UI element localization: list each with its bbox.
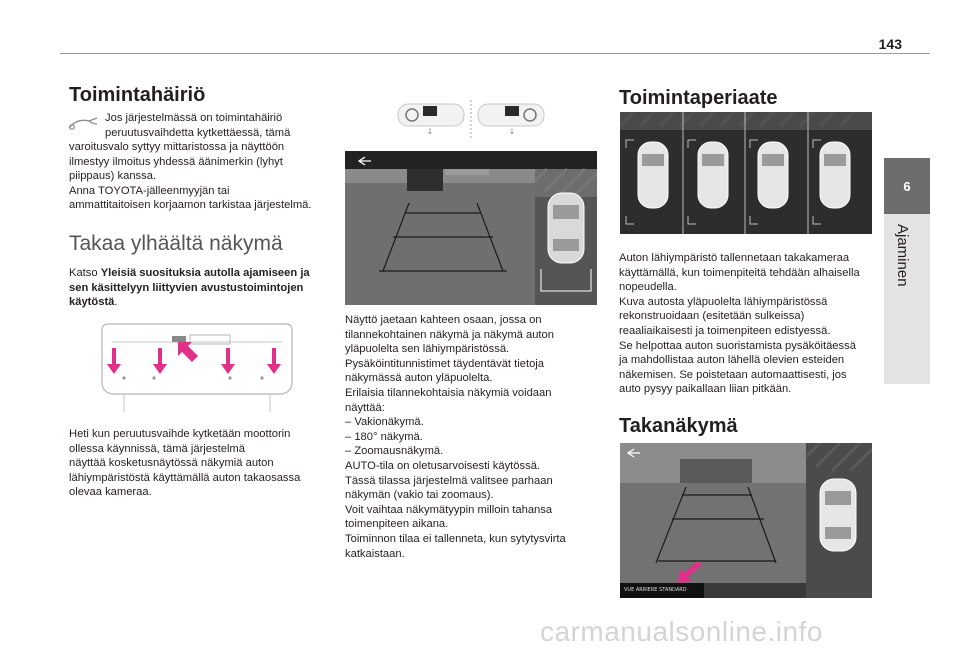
section-title: Ajaminen xyxy=(894,224,911,287)
watermark: carmanualsonline.info xyxy=(540,616,823,647)
operating-principle-text: Auton lähiympäristö tallennetaan takakameraa käyttämällä, kun toimenpiteitä tehdään alhaisella nopeudella. Kuva autosta yläpuolelta lähiympäristössä rekonstruoidaan (esitetään sulkeissa) reaaliaikaisesti ja toimenpiteen edistyessä. Se helpottaa auton suoristamista pysäköitäessä ja mahdollistaa auton lähellä olevien esteiden näkemisen. Se poistetaan automaattisesti, jos auto pysyy paikallaan liian pitkään. xyxy=(619,252,860,396)
wrench-warning-icon xyxy=(67,114,99,132)
screen-mode-label: VUE ARRIERE STANDARD xyxy=(624,587,687,593)
heading-operating-principle: Toimintaperiaate xyxy=(619,87,778,109)
heading-rear-view: Takanäkymä xyxy=(619,415,738,437)
heading-malfunction: Toimintahäiriö xyxy=(69,84,206,106)
svg-text:↓: ↓ xyxy=(426,127,434,136)
rear-camera-location-illustration xyxy=(98,322,296,416)
header-rule xyxy=(60,53,930,54)
malfunction-text: varoitusvalo syttyy mittaristossa ja näyttöön ilmestyy ilmoitus yhdessä äänimerkin (lyhyt piippaus) kanssa. Anna TOYOTA-jälleenmyyjän tai ammattitaitoisen korjaamon tarkistaa järjestelmä. xyxy=(69,141,312,212)
top-rear-view-text: Heti kun peruutusvaihde kytketään moottorin ollessa käynnissä, tämä järjestelmä näyttää kosketusnäytössä näkymiä auton lähiympäristöstä käyttämällä auton takaosassa olevaa kameraa. xyxy=(69,428,301,499)
heading-top-rear-view: Takaa ylhäältä näkymä xyxy=(69,232,283,255)
page-number: 143 xyxy=(878,36,902,52)
mirror-controls-illustration xyxy=(396,100,548,140)
section-number-tab: 6 xyxy=(884,158,930,214)
split-view-screen-image xyxy=(345,151,597,305)
screen-description-text: Näyttö jaetaan kahteen osaan, jossa on tilannekohtainen näkymä ja näkymä auton yläpuolelta sen lähiympäristössä. Pysäköintitunnistimet täydentävät tietoja näkymässä auton yläpuolelta. Erilaisia tilannekohtaisia näkymiä voidaan näyttää: – Vakionäkymä. – 180° näkymä. – Zoomausnäkymä. AUTO-tila on oletusarvoisesti käytössä. Tässä tilassa järjestelmä valitsee parhaan näkymän (vakio tai zoomaus). Voit vaihtaa näkymätyypin milloin tahansa toimenpiteen aikana. Toiminnon tilaa ei tallenneta, kun sytytysvirta katkaistaan. xyxy=(345,314,566,560)
malfunction-note: Jos järjestelmässä on toimintahäiriö peruutusvaihdetta kytkettäessä, tämä xyxy=(105,112,291,139)
rear-view-screen-image xyxy=(620,443,872,598)
reconstruction-sequence-image xyxy=(620,112,872,234)
svg-text:↓: ↓ xyxy=(508,127,516,136)
see-reference: Katso Yleisiä suosituksia autolla ajamiseen ja sen käsittelyyn liittyvien avustustoimintojen käytöstä. xyxy=(69,267,310,309)
